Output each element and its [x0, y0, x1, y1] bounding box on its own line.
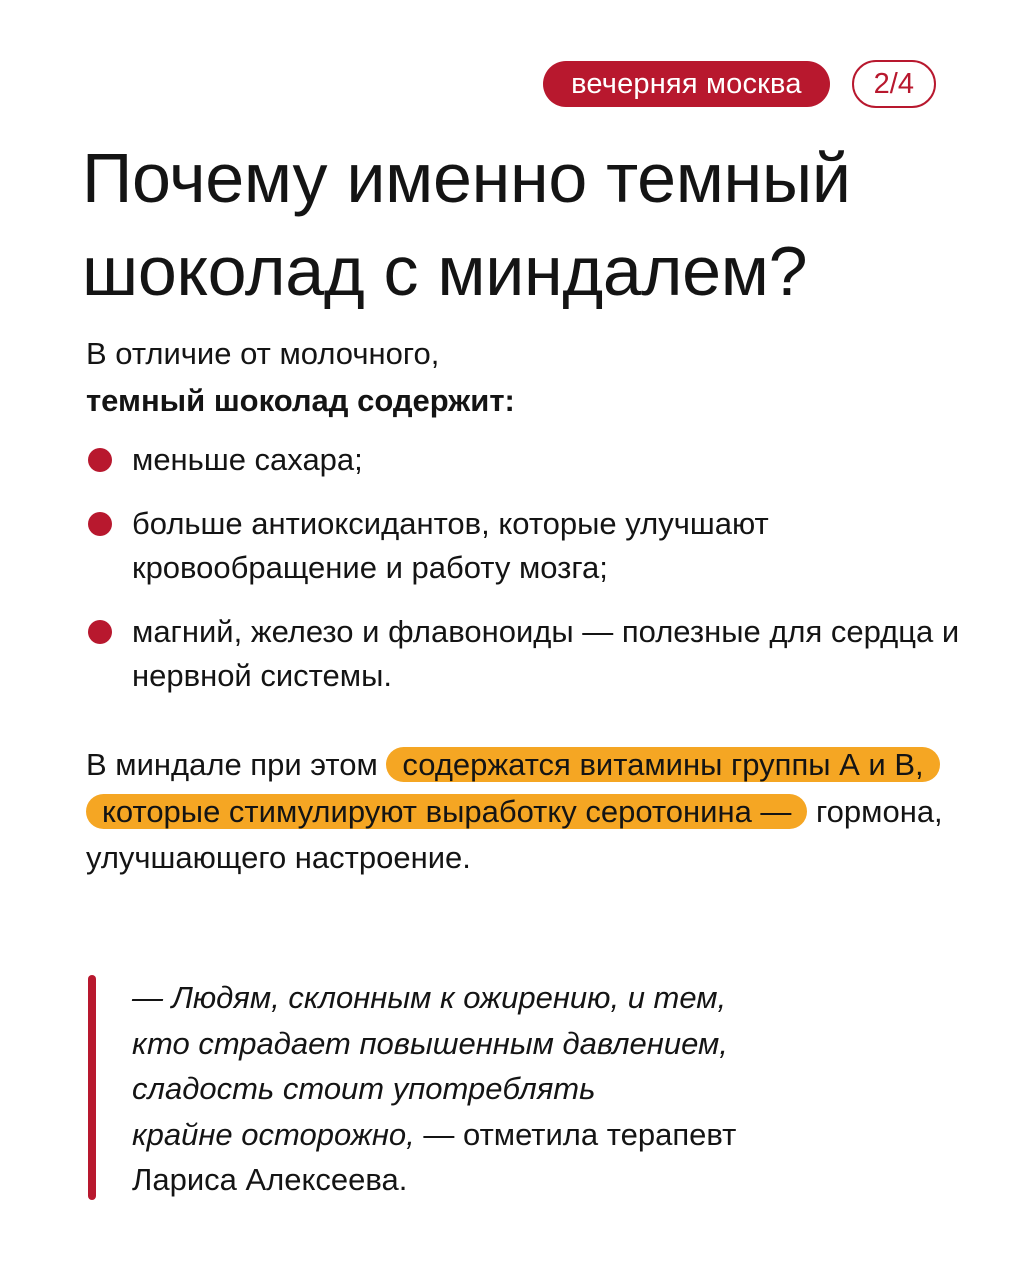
bullet-dot-icon [88, 512, 112, 536]
title-line-2: шоколад с миндалем? [82, 232, 808, 310]
quote-text [132, 975, 736, 1203]
bullet-list [86, 438, 966, 718]
list-item: больше антиоксидантов, которые улучшают кровообращение и работу мозга; [86, 502, 966, 590]
intro-line: В отличие от молочного, [86, 336, 440, 371]
quote-italic: — Людям, склонным к ожирению, и тем, кто страдает повышенным давлением, сладость стоит употреблять крайне осторожно, [132, 980, 728, 1152]
list-item: магний, железо и флавоноиды — полезные для сердца и нервной системы. [86, 610, 966, 698]
quote-attribution: — отметила терапевт Лариса Алексеева. [132, 1116, 737, 1197]
bullet-dot-icon [88, 448, 112, 472]
almond-paragraph [86, 742, 966, 882]
header [543, 60, 936, 108]
title-line-1: Почему именно темный [82, 139, 851, 217]
quote-block [88, 975, 968, 1200]
paragraph-tail: гормона, улучшающего настроение. [86, 793, 943, 875]
paragraph-lead: В миндале при этом [86, 747, 387, 782]
page-title [82, 132, 982, 318]
list-item: меньше сахара; [86, 438, 966, 482]
highlighted-text: содержатся витамины группы А и В, которые стимулируют выработку серотонина — [86, 747, 940, 829]
quote-bar [88, 975, 96, 1200]
intro-text [86, 330, 515, 424]
page-indicator: 2/4 [852, 60, 936, 108]
bullet-dot-icon [88, 620, 112, 644]
brand-badge: вечерняя москва [543, 61, 830, 107]
intro-bold: темный шоколад содержит: [86, 383, 515, 418]
